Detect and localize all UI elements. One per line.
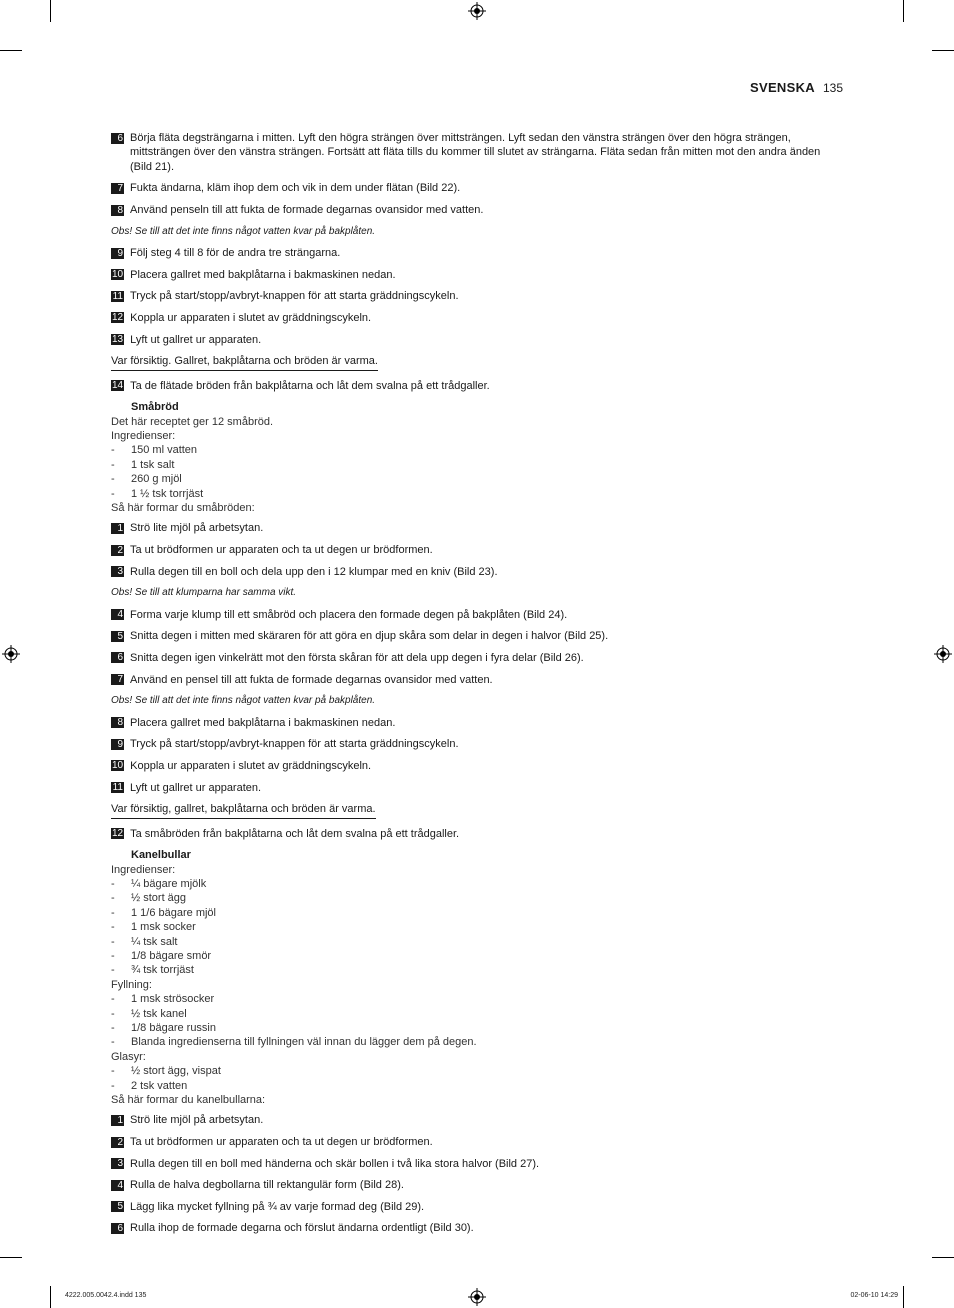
braid-steps-b: [111, 246, 843, 347]
step-item: [111, 1157, 843, 1171]
step-text: Koppla ur apparaten i slutet av gräddningscykeln.: [130, 759, 372, 772]
ingredient-list: [111, 877, 843, 978]
crop-mark: [0, 50, 22, 51]
language-label: SVENSKA: [750, 80, 815, 95]
note: Obs! Se till att klumparna har samma vikt.: [111, 587, 297, 599]
step-text: Placera gallret med bakplåtarna i bakmaskinen nedan.: [130, 268, 396, 281]
list-dash: -: [111, 964, 115, 977]
list-dash: -: [111, 877, 115, 890]
crop-mark: [50, 1286, 51, 1308]
step-item: [111, 181, 843, 195]
warning-text: Var försiktig, gallret, bakplåtarna och bröden är varma.: [111, 802, 376, 818]
list-item-text: ¾ tsk torrjäst: [131, 964, 194, 977]
step-item: [111, 379, 843, 393]
step-item: [111, 673, 843, 687]
list-item: [111, 920, 843, 934]
step-number-badge: 9: [111, 739, 124, 750]
list-item: [111, 949, 843, 963]
step-item: [111, 629, 843, 643]
list-item: [111, 1007, 843, 1021]
list-item: [111, 891, 843, 905]
crop-mark: [932, 50, 954, 51]
crop-mark: [932, 1257, 954, 1258]
list-dash: -: [111, 949, 115, 962]
list-dash: -: [111, 1022, 115, 1034]
step-text: Rulla ihop de formade degarna och förslut ändarna ordentligt (Bild 30).: [130, 1222, 474, 1235]
list-dash: -: [111, 444, 115, 457]
glaze-label: Glasyr:: [111, 1050, 146, 1063]
footer-date: 02-06-10 14:29: [850, 1292, 898, 1299]
step-number-badge: 10: [112, 269, 124, 281]
list-item: [111, 992, 843, 1006]
step-text: Snitta degen igen vinkelrätt mot den första skåran för att dela upp degen i fyra delar (Bild 26).: [130, 651, 584, 664]
step-text: Tryck på start/stopp/avbryt-knappen för att starta gräddningscykeln.: [130, 738, 459, 751]
smabrod-steps-d: [111, 827, 843, 841]
step-number-badge: 8: [111, 717, 124, 728]
step-number-badge: 6: [111, 1223, 124, 1234]
list-dash: -: [111, 487, 115, 500]
braid-steps-a: [111, 131, 843, 217]
step-number-badge: 10: [112, 760, 124, 772]
list-dash: -: [111, 892, 115, 905]
step-number-badge: 8: [111, 205, 124, 216]
list-dash: -: [111, 1036, 115, 1049]
step-text: Ta småbröden från bakplåtarna och låt dem svalna på ett trådgaller.: [130, 827, 460, 840]
step-number-badge: 4: [111, 1180, 124, 1191]
note: Obs! Se till att det inte finns något vatten kvar på bakplåten.: [111, 695, 376, 707]
ingredients-label: Ingredienser:: [111, 429, 176, 442]
list-item: [111, 1021, 843, 1035]
ingredient-list: [111, 443, 843, 501]
step-number-badge: 11: [112, 782, 123, 794]
note: Obs! Se till att det inte finns något vatten kvar på bakplåten.: [111, 225, 376, 237]
glaze-list: [111, 1064, 843, 1093]
step-text: Lyft ut gallret ur apparaten.: [130, 333, 262, 346]
step-text: Rulla de halva degbollarna till rektangulär form (Bild 28).: [130, 1179, 404, 1192]
list-item-text: 1/8 bägare smör: [131, 949, 212, 962]
step-item: [111, 268, 843, 282]
recipe-intro: Det här receptet ger 12 småbröd.: [111, 415, 274, 428]
step-number-badge: 6: [111, 652, 124, 663]
step-item: [111, 1178, 843, 1192]
step-text: Rulla degen till en boll och dela upp den i 12 klumpar med en kniv (Bild 23).: [130, 565, 498, 578]
step-number-badge: 3: [111, 566, 124, 577]
step-text: Tryck på start/stopp/avbryt-knappen för att starta gräddningscykeln.: [130, 290, 459, 303]
list-item-text: 2 tsk vatten: [131, 1079, 188, 1092]
list-dash: -: [111, 473, 115, 486]
registration-mark-icon: [468, 2, 486, 20]
step-item: [111, 246, 843, 260]
step-item: [111, 651, 843, 665]
registration-mark-icon: [2, 645, 20, 663]
step-number-badge: 7: [111, 674, 124, 685]
step-text: Strö lite mjöl på arbetsytan.: [130, 1114, 264, 1127]
list-item: [111, 1035, 843, 1049]
step-item: [111, 1221, 843, 1235]
filling-list: [111, 992, 843, 1050]
step-item: [111, 716, 843, 730]
list-item: [111, 458, 843, 472]
step-item: [111, 1200, 843, 1214]
list-dash: -: [111, 921, 115, 934]
step-item: [111, 521, 843, 535]
step-item: [111, 565, 843, 579]
step-item: [111, 203, 843, 217]
list-item-text: ½ stort ägg, vispat: [131, 1065, 221, 1078]
list-item: [111, 443, 843, 457]
step-number-badge: 14: [112, 380, 124, 392]
footer-file: 4222.005.0042.4.indd 135: [65, 1292, 147, 1299]
page-header: [750, 80, 843, 95]
list-item-text: 260 g mjöl: [131, 473, 182, 486]
step-text: Strö lite mjöl på arbetsytan.: [130, 522, 264, 535]
step-number-badge: 5: [111, 1201, 124, 1212]
registration-mark-icon: [468, 1288, 486, 1306]
list-dash: -: [111, 906, 115, 919]
step-text: Fukta ändarna, kläm ihop dem och vik in dem under flätan (Bild 22).: [130, 182, 461, 195]
list-item-text: Blanda ingredienserna till fyllningen väl innan du lägger dem på degen.: [131, 1036, 477, 1049]
list-item-text: 1/8 bägare russin: [131, 1022, 216, 1034]
list-dash: -: [111, 993, 115, 1006]
list-item-text: 150 ml vatten: [131, 444, 198, 457]
ingredients-label: Ingredienser:: [111, 863, 176, 876]
smabrod-steps-a: [111, 521, 843, 579]
smabrod-steps-c: [111, 716, 843, 795]
step-number-badge: 6: [111, 133, 124, 144]
section-heading-smabrod: Småbröd: [131, 401, 179, 414]
list-item-text: ½ stort ägg: [131, 892, 187, 905]
crop-mark: [903, 0, 904, 22]
step-number-badge: 9: [111, 248, 124, 259]
step-text: Börja fläta degsträngarna i mitten. Lyft den högra strängen över mittsträngen. Lyft sedan den vänstra strängen över den högra strängen, mittsträngen över den vänstra strängen. Fortsätt att fläta tills du kommer till slutet av strängarna. Fläta sedan från mitten mot den andra änden (Bild 21).: [130, 132, 821, 173]
step-text: Forma varje klump till ett småbröd och placera den formade degen på bakplåten (Bild 24).: [130, 608, 568, 621]
step-number-badge: 13: [112, 334, 124, 346]
list-item: [111, 935, 843, 949]
list-item: [111, 1079, 843, 1093]
step-number-badge: 2: [111, 1137, 124, 1148]
step-text: Ta ut brödformen ur apparaten och ta ut degen ur brödformen.: [130, 1136, 433, 1149]
braid-steps-c: [111, 379, 843, 393]
step-text: Ta ut brödformen ur apparaten och ta ut degen ur brödformen.: [130, 544, 433, 556]
step-text: Placera gallret med bakplåtarna i bakmaskinen nedan.: [130, 716, 396, 729]
list-item-text: ½ tsk kanel: [131, 1007, 187, 1020]
section-heading-kanelbullar: Kanelbullar: [131, 849, 191, 862]
step-number-badge: 1: [111, 1115, 124, 1126]
step-item: [111, 289, 843, 303]
step-text: Ta de flätade bröden från bakplåtarna och låt dem svalna på ett trådgaller.: [130, 379, 490, 392]
step-item: [111, 131, 843, 174]
list-item: [111, 877, 843, 891]
step-number-badge: 5: [111, 631, 124, 642]
crop-mark: [0, 1257, 22, 1258]
step-item: [111, 543, 843, 557]
step-text: Lägg lika mycket fyllning på ¾ av varje formad deg (Bild 29).: [130, 1200, 425, 1213]
list-item-text: ¼ bägare mjölk: [131, 877, 207, 890]
step-item: [111, 1135, 843, 1149]
step-text: Koppla ur apparaten i slutet av gräddningscykeln.: [130, 311, 372, 324]
step-number-badge: 4: [111, 609, 124, 620]
list-dash: -: [111, 935, 115, 948]
filling-label: Fyllning:: [111, 978, 152, 991]
warning-text: Var försiktig. Gallret, bakplåtarna och bröden är varma.: [111, 354, 378, 370]
list-item-text: 1 ½ tsk torrjäst: [131, 487, 204, 500]
list-dash: -: [111, 458, 115, 471]
step-number-badge: 1: [111, 523, 124, 534]
crop-mark: [903, 1286, 904, 1308]
list-item-text: ¼ tsk salt: [131, 935, 178, 948]
page-content: [111, 131, 843, 1243]
step-item: [111, 759, 843, 773]
step-number-badge: 12: [112, 828, 124, 840]
list-dash: -: [111, 1065, 115, 1078]
list-item: [111, 963, 843, 977]
step-item: [111, 827, 843, 841]
list-dash: -: [111, 1007, 115, 1020]
step-number-badge: 7: [111, 183, 124, 194]
step-text: Snitta degen i mitten med skäraren för att göra en djup skåra som delar in degen i halvor (Bild 25).: [130, 630, 609, 643]
step-number-badge: 12: [112, 312, 124, 324]
list-item: [111, 1064, 843, 1078]
registration-mark-icon: [934, 645, 952, 663]
step-item: [111, 781, 843, 795]
step-item: [111, 737, 843, 751]
list-item-text: 1 msk socker: [131, 921, 196, 934]
list-item-text: 1 tsk salt: [131, 458, 175, 471]
list-item-text: 1 1/6 bägare mjöl: [131, 906, 216, 919]
smabrod-steps-b: [111, 608, 843, 687]
crop-mark: [50, 0, 51, 22]
step-text: Följ steg 4 till 8 för de andra tre strängarna.: [130, 247, 341, 260]
list-item: [111, 487, 843, 501]
step-text: Lyft ut gallret ur apparaten.: [130, 781, 262, 794]
step-number-badge: 11: [112, 290, 123, 302]
step-item: [111, 608, 843, 622]
kanelbullar-steps: [111, 1113, 843, 1235]
step-text: Rulla degen till en boll med händerna och skär bollen i två lika stora halvor (Bild 27).: [130, 1157, 540, 1170]
list-item-text: 1 msk strösocker: [131, 993, 215, 1006]
list-item: [111, 906, 843, 920]
list-item: [111, 472, 843, 486]
how-to-label: Så här formar du småbröden:: [111, 502, 255, 514]
page-number: 135: [822, 81, 843, 95]
list-dash: -: [111, 1079, 115, 1092]
step-number-badge: 3: [111, 1158, 124, 1169]
how-to-label: Så här formar du kanelbullarna:: [111, 1094, 266, 1107]
step-text: Använd en pensel till att fukta de formade degarnas ovansidor med vatten.: [130, 673, 493, 686]
step-item: [111, 1113, 843, 1127]
step-text: Använd penseln till att fukta de formade degarnas ovansidor med vatten.: [130, 204, 484, 216]
step-number-badge: 2: [111, 545, 124, 556]
step-item: [111, 333, 843, 347]
step-item: [111, 311, 843, 325]
